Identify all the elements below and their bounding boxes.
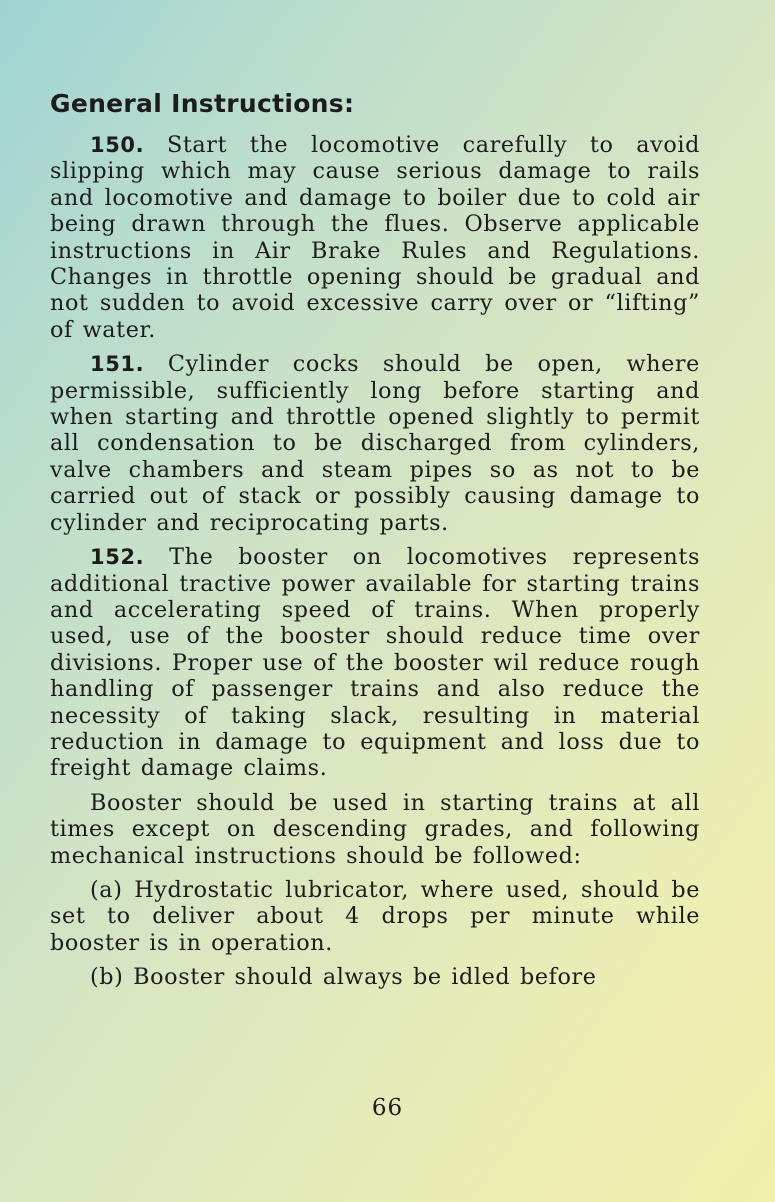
paragraph-booster-usage: [50, 790, 700, 869]
paragraph-150: [50, 132, 700, 343]
section-heading: General Instructions:: [50, 89, 355, 118]
paragraph-item-a: [50, 877, 700, 956]
paragraph-151: [50, 351, 700, 536]
paragraph-text: (b) Booster should always be idled before: [90, 964, 597, 991]
paragraph-number: 152.: [90, 545, 145, 570]
paragraph-152: [50, 544, 700, 782]
page-number: 66: [371, 1095, 404, 1121]
paragraph-text: Start the locomotive carefully to avoid slipping which may cause serious damage to rails and locomotive and damage to boiler due to cold air being drawn through the flues. Observe applicable instructions in Air Brake Rules and Regulations. Changes in throttle opening should be gradual and not sudden to avoid excessive carry over or “lifting” of water.: [50, 132, 700, 343]
paragraph-text: The booster on locomotives represents additional tractive power available for starting trains and accelerating speed of trains. When properly used, use of the booster should reduce time over divisions. Proper use of the booster wil reduce rough handling of passenger trains and also reduce the necessity of taking slack, resulting in material reduction in damage to equipment and loss due to freight damage claims.: [50, 544, 700, 782]
paragraph-number: 150.: [90, 133, 145, 157]
page-content: [50, 84, 700, 999]
paragraph-text: Booster should be used in starting trains at all times except on descending grades, and following mechanical instructions should be followed:: [50, 789, 700, 869]
paragraph-text: Cylinder cocks should be open, where permissible, sufficiently long before starting and when starting and throttle opened slightly to permit all condensation to be discharged from cylinders, valve chambers and steam pipes so as not to be carried out of stack or possibly causing damage to cylinder and reciprocating parts.: [50, 351, 700, 536]
paragraph-item-b: [50, 964, 700, 990]
paragraph-number: 151.: [90, 352, 145, 377]
paragraph-text: (a) Hydrostatic lubricator, where used, should be set to deliver about 4 drops per minute while booster is in operation.: [50, 876, 700, 956]
